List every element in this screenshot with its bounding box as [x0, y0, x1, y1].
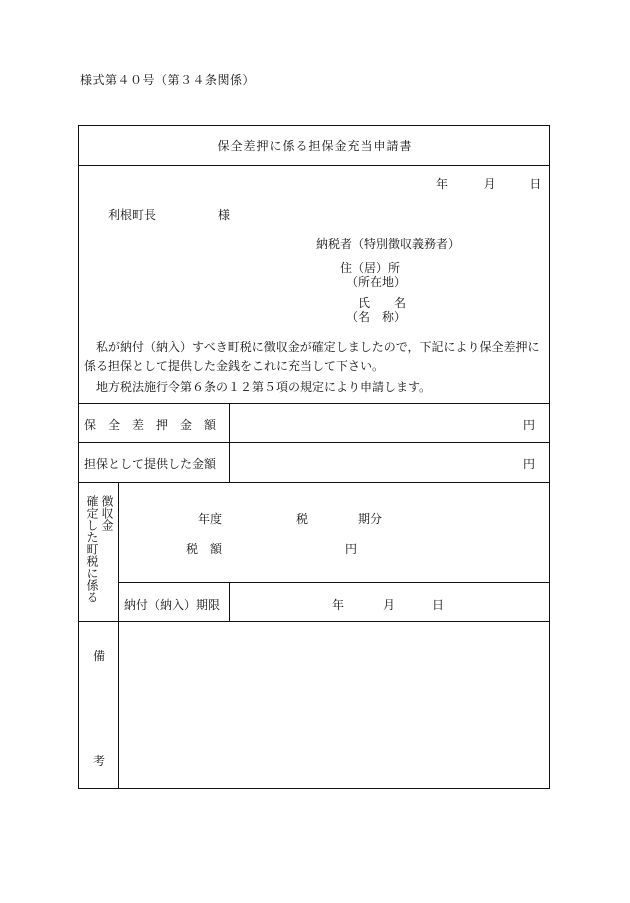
rule-row1-bottom [78, 442, 550, 443]
application-date [436, 175, 541, 192]
due-day: 日 [432, 598, 445, 612]
tax-amount-label: 税 額 [186, 542, 223, 556]
form-number: 様式第４０号（第３４条関係） [80, 73, 256, 87]
taxpayer-role: 納税者（特別徴収義務者） [316, 237, 461, 251]
address-sub-label: （所在地） [346, 275, 407, 289]
due-month: 月 [383, 598, 396, 612]
request-text-line-2: 係る担保として提供した金銭をこれに充当して下さい。 [84, 359, 385, 373]
remarks-label-top: 備 [93, 649, 106, 663]
confirmed-group-label-left: 確定した町税に係る [85, 495, 99, 603]
rule-body-bottom [78, 403, 550, 404]
address-label: 住（居）所 [340, 261, 401, 275]
request-text-line-1: 私が納付（納入）すべき町税に徴収金が確定しましたので，下記により保全差押に [84, 340, 540, 354]
request-text-line-3: 地方税法施行令第６条の１２第５項の規定により申請します。 [84, 380, 432, 394]
seizure-amount-yen: 円 [523, 418, 536, 432]
rule-title-bottom [78, 165, 550, 166]
collateral-amount-yen: 円 [523, 457, 536, 471]
name-sub-label: （名 称） [346, 310, 407, 324]
rule-row2-bottom [78, 482, 550, 483]
rule-group-column [118, 482, 119, 789]
due-year: 年 [332, 598, 345, 612]
form-title: 保全差押に係る担保金充当申請書 [217, 139, 413, 153]
due-date-label: 納付（納入）期限 [124, 598, 221, 612]
date-year: 年 [436, 177, 449, 191]
rule-label-column [229, 403, 230, 482]
seizure-amount-label: 保 全 差 押 金 額 [84, 418, 217, 432]
rule-confirmed-bottom [78, 621, 550, 622]
remarks-label-bottom: 考 [93, 754, 106, 768]
period-label: 期分 [358, 512, 383, 526]
addressee-name: 利根町長 [108, 208, 157, 222]
name-label: 氏 名 [358, 296, 407, 310]
addressee-honorific: 様 [218, 208, 231, 222]
collateral-amount-label: 担保として提供した金額 [84, 457, 217, 471]
date-day: 日 [529, 177, 542, 191]
date-month: 月 [483, 177, 496, 191]
fiscal-year-label: 年度 [198, 512, 223, 526]
tax-label: 税 [296, 512, 309, 526]
rule-due-column [229, 582, 230, 621]
rule-confirmed-inner [118, 582, 550, 583]
confirmed-group-label-right: 徴収金 [100, 495, 114, 531]
tax-amount-yen: 円 [345, 542, 358, 556]
